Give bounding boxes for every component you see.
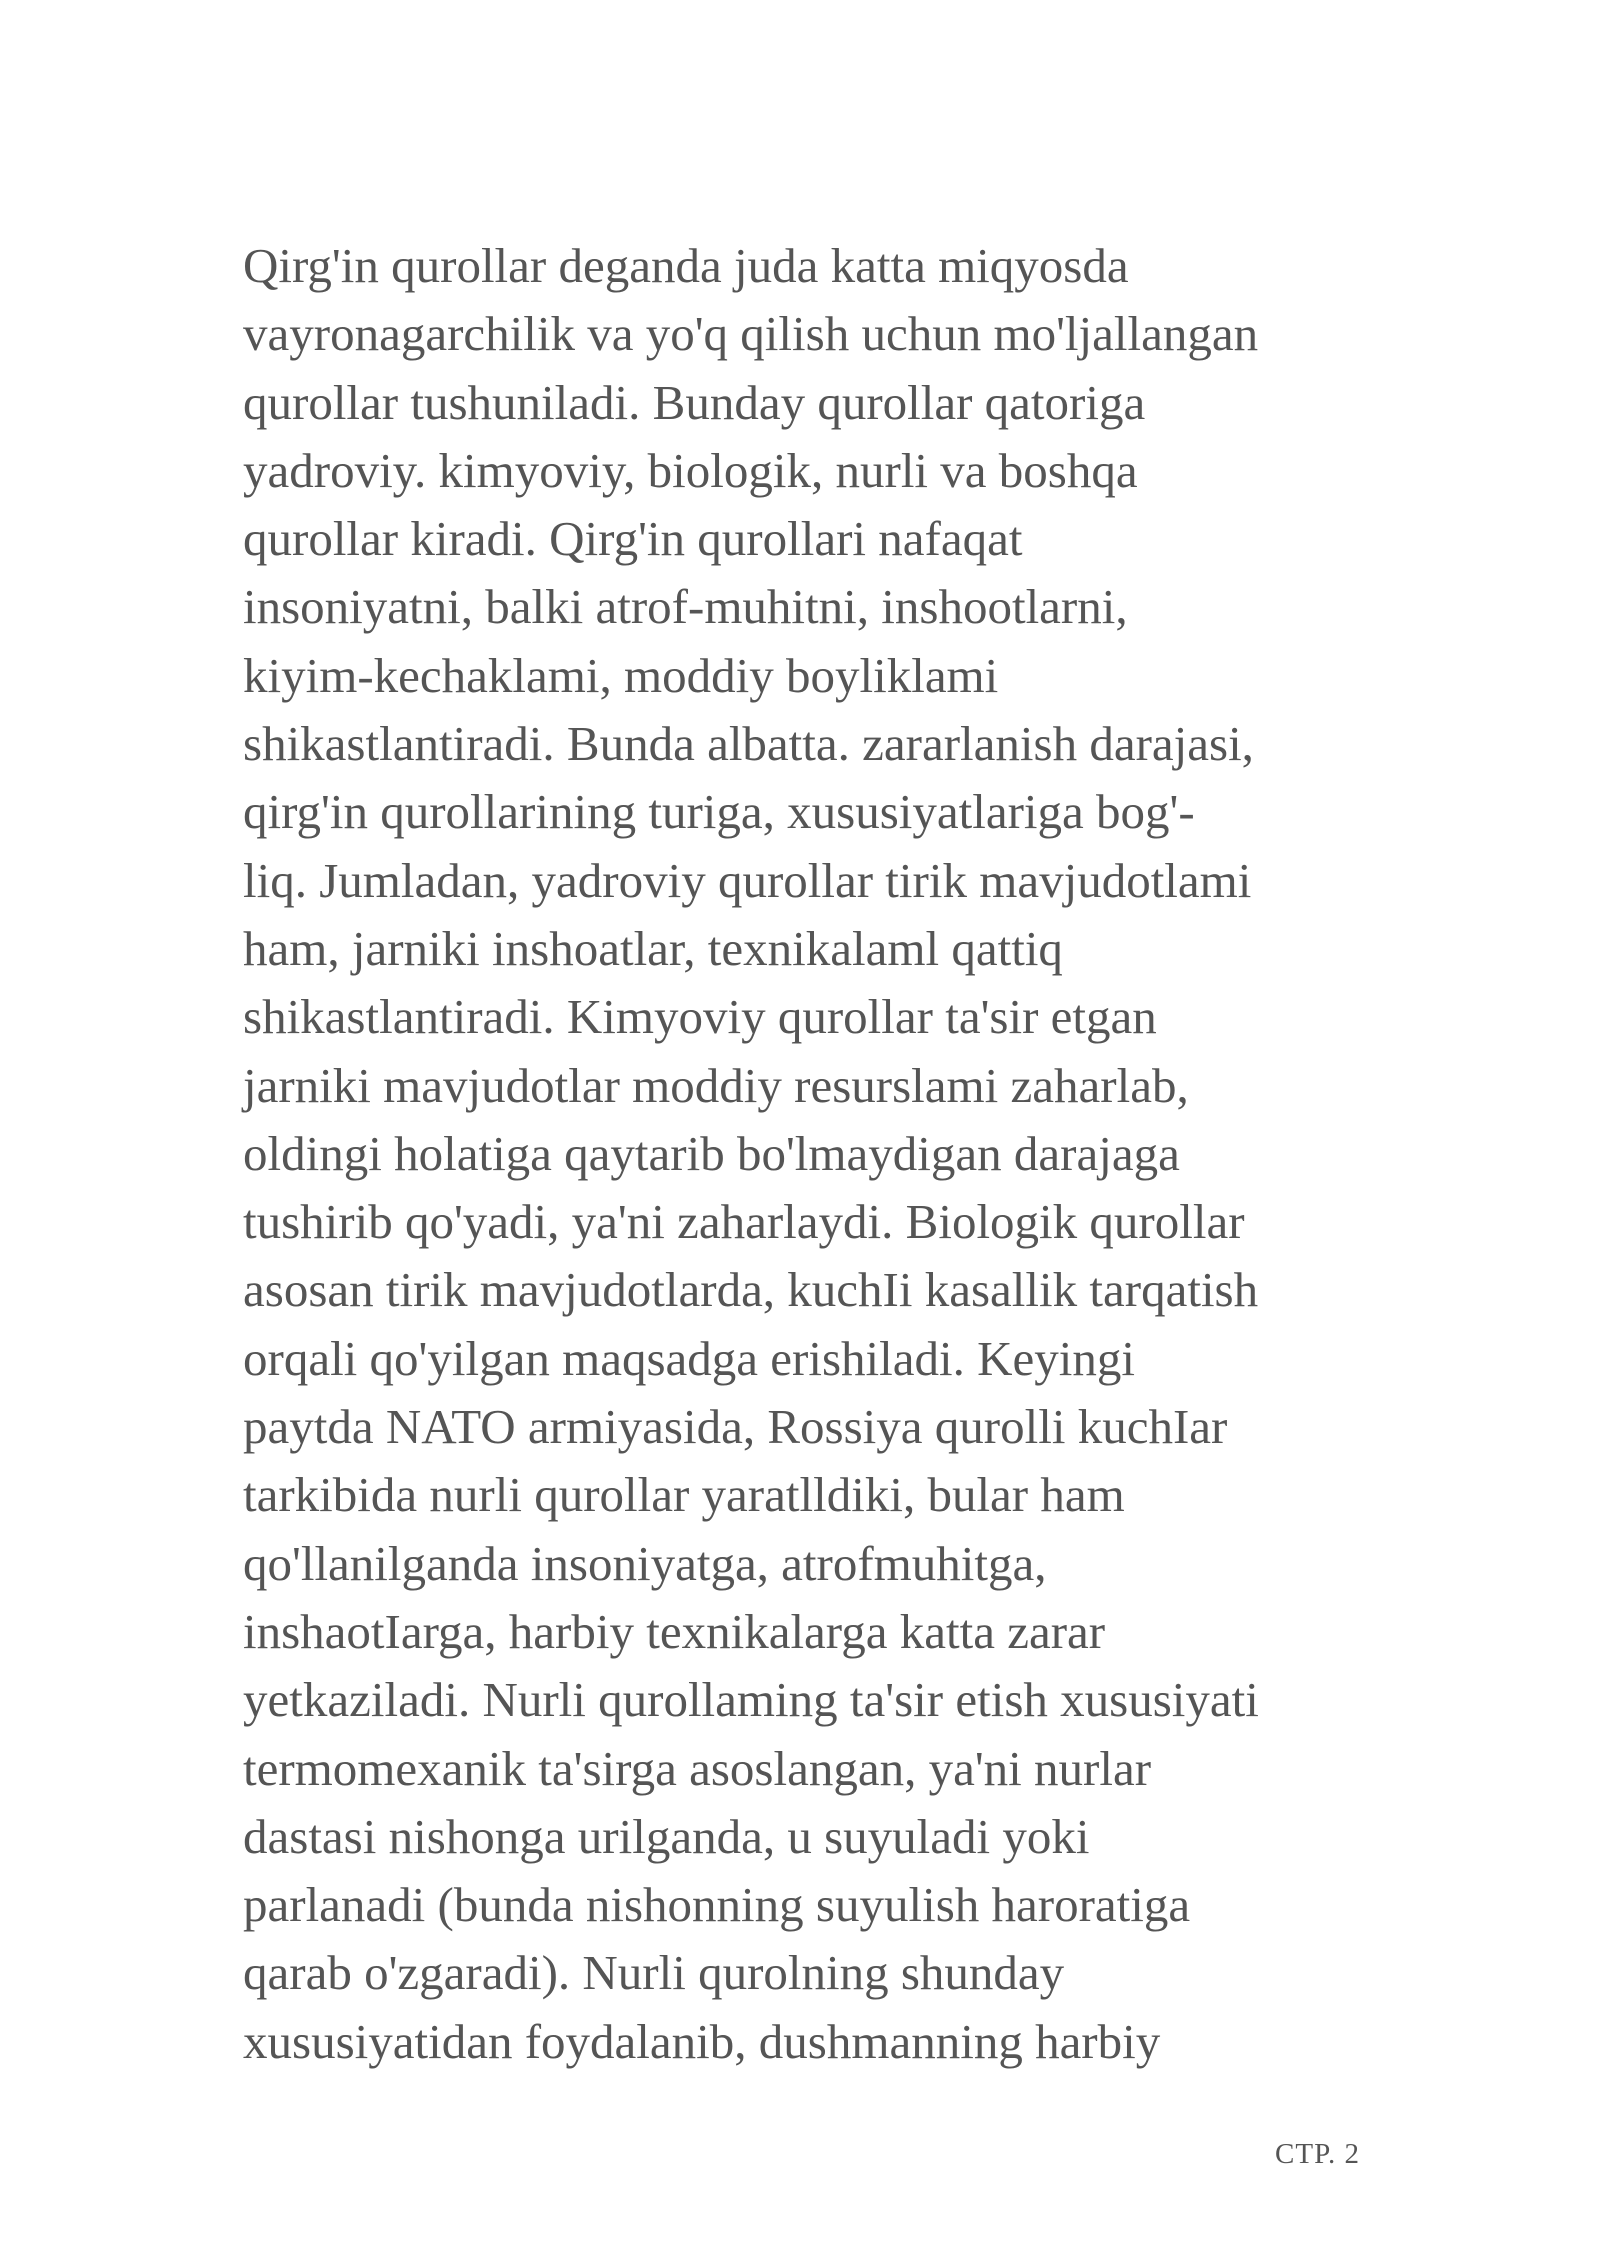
text-line: parlanadi (bunda nishonning suyulish haroratiga: [243, 1877, 1191, 1933]
text-line: asosan tirik mavjudotlarda, kuchIi kasallik tarqatish: [243, 1262, 1259, 1318]
text-line: inshaotIarga, harbiy texnikalarga katta zarar: [243, 1603, 1106, 1659]
text-line: insoniyatni, balki atrof-muhitni, inshootlarni,: [243, 579, 1128, 635]
text-line: qurollar tushuniladi. Bunday qurollar qatoriga: [243, 374, 1146, 430]
text-line: orqali qo'yilgan maqsadga erishiladi. Keyingi: [243, 1330, 1135, 1386]
text-line: vayronagarchilik va yo'q qilish uchun mo'ljallangan: [243, 306, 1259, 362]
text-line: shikastlantiradi. Kimyoviy qurollar ta'sir etgan: [243, 989, 1157, 1045]
text-line: yetkaziladi. Nurli qurollaming ta'sir etish xususiyati: [243, 1672, 1259, 1728]
text-line: oldingi holatiga qaytarib bo'lmaydigan darajaga: [243, 1125, 1180, 1181]
text-line: kiyim-kechaklami, moddiy boyliklami: [243, 647, 999, 703]
text-line: dastasi nishonga urilganda, u suyuladi yoki: [243, 1808, 1090, 1864]
body-paragraph: [243, 232, 1383, 2076]
text-line: qarab o'zgaradi). Nurli qurolning shunday: [243, 1945, 1065, 2001]
text-line: xususiyatidan foydalanib, dushmanning harbiy: [243, 2013, 1161, 2069]
text-line: qurollar kiradi. Qirg'in qurollari nafaqat: [243, 511, 1023, 567]
text-line: tarkibida nurli qurollar yaratlldiki, bular ham: [243, 1467, 1125, 1523]
text-line: liq. Jumladan, yadroviy qurollar tirik mavjudotlami: [243, 852, 1252, 908]
text-line: ham, jarniki inshoatlar, texnikalaml qattiq: [243, 920, 1063, 976]
page-number: CTP. 2: [1275, 2138, 1360, 2170]
text-line: shikastlantiradi. Bunda albatta. zararlanish darajasi,: [243, 716, 1254, 772]
text-line: qo'llanilganda insoniyatga, atrofmuhitga,: [243, 1535, 1047, 1591]
text-line: qirg'in qurollarining turiga, xususiyatlariga bog'-: [243, 784, 1195, 840]
text-line: termomexanik ta'sirga asoslangan, ya'ni nurlar: [243, 1740, 1152, 1796]
text-line: Qirg'in qurollar deganda juda katta miqyosda: [243, 238, 1129, 293]
text-line: jarniki mavjudotlar moddiy resurslami zaharlab,: [243, 1057, 1189, 1113]
text-line: yadroviy. kimyoviy, biologik, nurli va boshqa: [243, 442, 1138, 498]
text-line: tushirib qo'yadi, ya'ni zaharlaydi. Biologik qurollar: [243, 1194, 1245, 1250]
text-line: paytda NATO armiyasida, Rossiya qurolli kuchIar: [243, 1399, 1228, 1455]
